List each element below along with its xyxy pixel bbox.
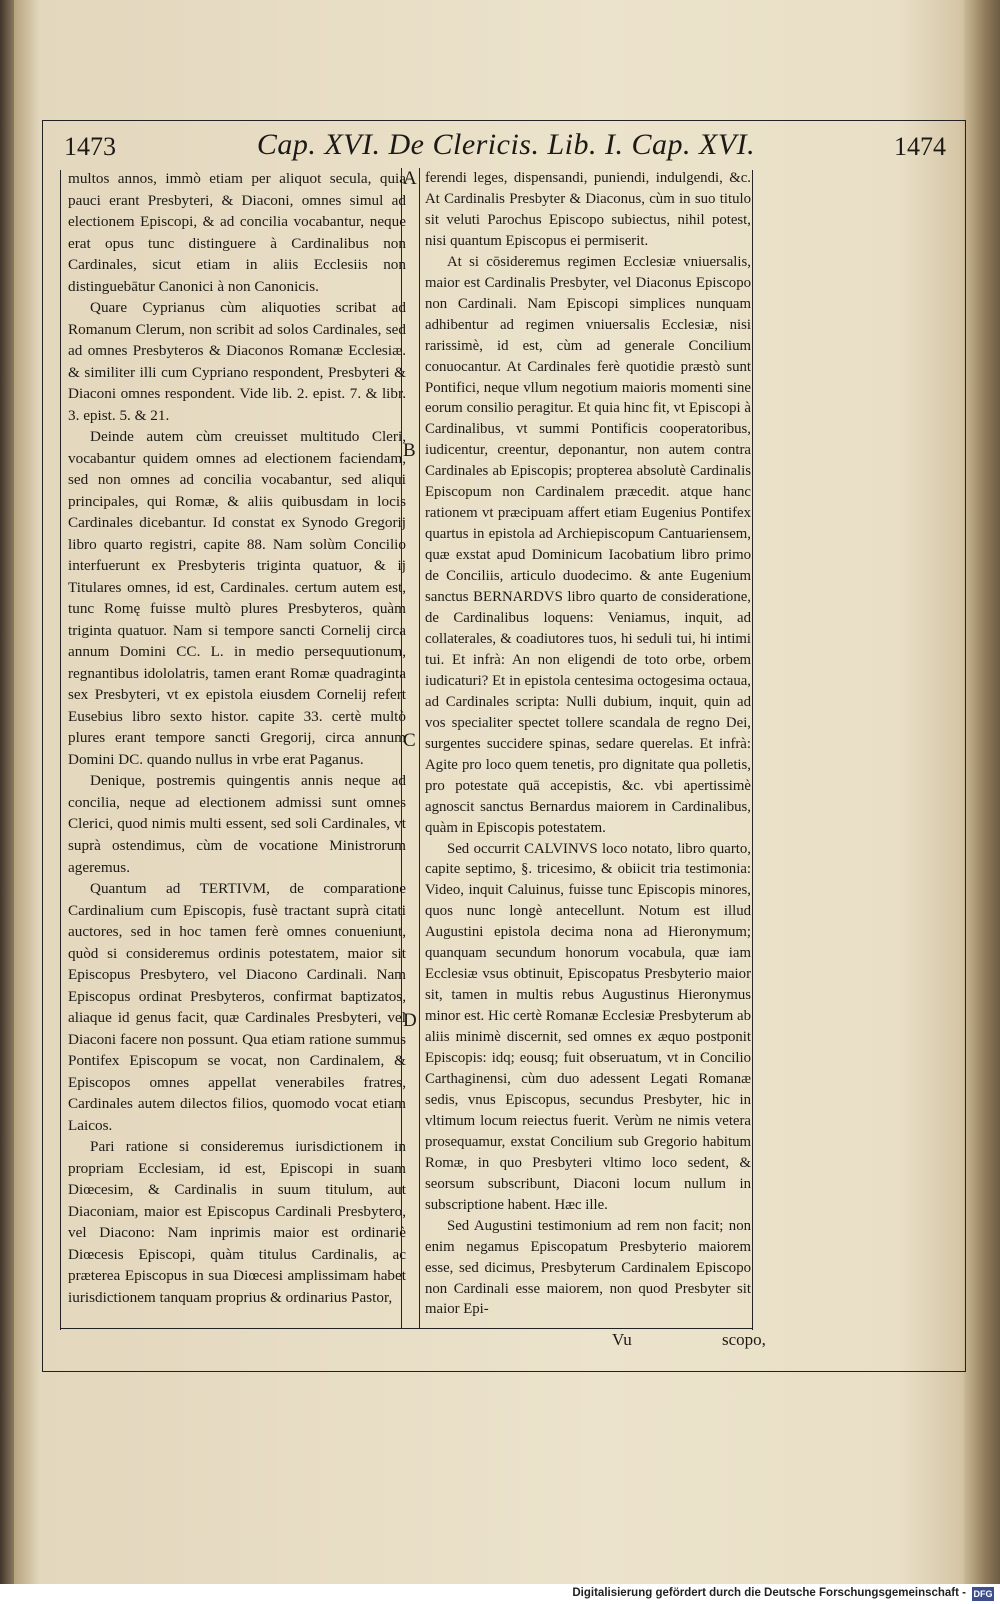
left-rule (60, 170, 61, 1330)
running-header (60, 126, 952, 170)
paragraph: Sed occurrit CALVINVS loco notato, libro quarto, capite septimo, §. tricesimo, & obiicit tria testimonia: Video, inquit Caluinus, fuisse tunc Episcopis minores, quos nunc longè antecellunt. Notum est illud Augustini epistola decima nona ad Hieronymum; quanquam secundum honorum vocabula, quæ iam Ecclesiæ vsus obtinuit, Episcopatus Presbyterio maior sit, tamen in multis rebus Augustinus Hieronymus minor est. Hic certè Romanæ Ecclesiæ Presbyterum ab aliis minimè discernit, sed omnes ex æquo postponit Episcopis: idq; eousq; fuit obseruatum, vt in Concilio Carthaginensi, cùm duo adessent Legati Romanæ sedis, vnus Episcopus, secundus Presbyter, hic in vltimum locum reiectus fuerit. Verùm ne nimis vetera prosequamur, exstat Concilium sub Gregorio habitum Romæ, in quo Presbyteri vltimo loco sedent, & seorsum subscribunt, Diaconi locum nullum in subscriptione habent. Hæc ille. (425, 840, 751, 1213)
page-number-left: 1473 (64, 132, 116, 161)
running-title: Cap. XVI. De Clericis. Lib. I. Cap. XVI. (256, 128, 756, 161)
right-rule (752, 170, 753, 1330)
book-spine-edge (0, 0, 14, 1604)
paragraph: Sed Augustini testimonium ad rem non facit; non enim negamus Episcopatum Presbyterio maiorem esse, sed dicimus, Presbyterum Cardinalem Episcopo non Cardinali esse maiorem, non quod Presbyter sit maior Epi- (425, 1217, 751, 1318)
paragraph: Quantum ad TERTIVM, de comparatione Cardinalium cum Episcopis, fusè tractant suprà citati auctores, sed in hoc tamen ferè omnes conueniunt, quòd si consideremus ordinis potestatem, maior sit Episcopus Presbytero, vel Diacono Cardinali. Nam Episcopus ordinat Presbyteros, confirmat baptizatos, aliaque id genus facit, quæ Cardinales Presbyteri, vel Diaconi facere non possunt. Qua etiam ratione summus Pontifex Episcopum se vocat, non Cardinalem, & Episcopos omnes appellat venerabiles fratres, Cardinales autem dilectos filios, quomodo vocat etiam Laicos. (68, 880, 406, 1134)
paragraph: ferendi leges, dispensandi, puniendi, indulgendi, &c. At Cardinalis Presbyter & Diaconus, cùm in suo titulo sit veluti Parochus Episcopo subiectus, nihil potest, nisi quantum Episcopus ei permiserit. (425, 170, 751, 249)
column-divider-right (419, 168, 420, 1328)
page-stack-edge (964, 0, 1000, 1604)
paragraph: Pari ratione si consideremus iurisdictionem in propriam Ecclesiam, id est, Episcopi in suam Diœcesim, & Cardinalis in suum titulum, aut Diaconiam, maior est Episcopus Cardinali Presbytero, vel Diacono: Nam inprimis maior est ordinariè Diœcesis Episcopi, quàm titulus Cardinalis, ac præterea Episcopus in sua Diœcesi amplissimam habet iurisdictionem tanquam proprius & ordinarius Pastor, (68, 1138, 406, 1306)
margin-letter-c: C (403, 730, 416, 751)
margin-letter-b: B (403, 440, 416, 461)
paragraph: At si cōsideremus regimen Ecclesiæ vniuersalis, maior est Cardinalis Presbyter, vel Diaconus Episcopo non Cardinali. Nam Episcopi simplices nunquam adhibentur ad regimen vniuersalis Ecclesiæ, nisi rarissimè, id est, cùm ad generale Concilium conuocantur. At Cardinales ferè quotidie præstò sunt Pontifici, neque vllum negotium maioris momenti sine eorum consilio peragitur. Et quia hinc fit, vt Episcopi à Cardinalibus, vt summi Pontificis cooperatoribus, iudicentur, creentur, deponantur, non autem contra Cardinales ab Episcopis; propterea absolutè Cardinalis Episcopum non Cardinalem præcedit. atque hanc rationem vt præcipuam affert etiam Eugenius Pontifex quartus in epistola ad Archiepiscopum Cantuariensem, quæ exstat apud Dominicum Iacobatium libro primo de Conciliis, articulo duodecimo. & ante Eugenium sanctus BERNARDVS libro quarto de consideratione, de Cardinalibus loquens: Veniamus, inquit, ad collaterales, & coadiutores tuos, hi seduli tui, hi intimi tui. Et infrà: An non eligendi de toto orbe, orbem iudicaturi? Et in epistola centesima octogesima octaua, ad Cardinales scripta: Nulli dubium, inquit, quin ad vos specialiter spectet tollere scandala de regno Dei, surgentes succidere spinas, sedare querelas. Et infrà: Agite pro loco quem tenetis, pro dignitate qua polletis, pro potestate quā accepistis, &c. vbi apertissimè agnoscit sanctus Bernardus maiorem in Cardinalibus, quàm in Episcopis potestatem. (425, 253, 751, 836)
margin-letter-d: D (403, 1010, 417, 1031)
paragraph: Denique, postremis quingentis annis neque ad concilia, neque ad electionem admissi sunt omnes Clerici, quod nimis multi essent, sed soli Cardinales, vt suprà ostendimus, cùm de vocatione Ministrorum ageremus. (68, 772, 406, 876)
paragraph: multos annos, immò etiam per aliquot secula, quia pauci erant Presbyteri, & Diaconi, omnes simul ad electionem Episcopi, & ad concilia vocabantur, neque erat opus tunc distinguere à Cardinalibus non Cardinales, sicut etiam in aliis Ecclesiis non distinguebātur Canonici à non Canonicis. (68, 170, 406, 295)
banner-text: Digitalisierung gefördert durch die Deutsche Forschungsgemeinschaft - (572, 1587, 966, 1599)
left-column (68, 168, 406, 1308)
paragraph: Deinde autem cùm creuisset multitudo Cleri, vocabantur quidem omnes ad electionem faciendam, sed non omnes ad concilia vocabantur, sed aliqui principales, qui Romæ, & aliis quibusdam in locis Cardinales dicebantur. Id constat ex Synodo Gregorij libro quarto registri, capite 88. Nam solùm Concilio interfuerunt ex Presbyteris triginta quatuor, & ij Titulares omnes, id est, Cardinales. certum autem est, tunc Romę fuisse multò plures Presbyteros, quàm triginta quatuor. Nam si tempore sancti Cornelij circa annum Domini CC. L. in medio persequutionum, regnantibus idololatris, tamen erant Romæ quadraginta sex Presbyteri, vt ex epistola eiusdem Cornelij refert Eusebius libro sexto histor. capite 33. certè multò plures erant tempore sancti Gregorij, circa annum Domini DC. quando nullus in vrbe erat Paganus. (68, 428, 406, 768)
bottom-rule (60, 1328, 752, 1329)
right-column (425, 168, 751, 1320)
paragraph: Quare Cyprianus cùm aliquoties scribat ad Romanum Clerum, non scribit ad solos Cardinales, sed ad omnes Presbyteros & Diaconos Romanæ Ecclesiæ. & similiter illi cum Cypriano respondent, Presbyteri & Diaconi omnes respondent. Vide lib. 2. epist. 7. & libr. 3. epist. 5. & 21. (68, 299, 406, 424)
signature-mark: Vu (612, 1330, 632, 1349)
funding-banner (0, 1584, 1000, 1604)
dfg-logo-icon: DFG (973, 1589, 993, 1599)
catchword: scopo, (722, 1330, 766, 1349)
page-number-right: 1474 (894, 132, 946, 161)
margin-letter-a: A (403, 168, 417, 189)
